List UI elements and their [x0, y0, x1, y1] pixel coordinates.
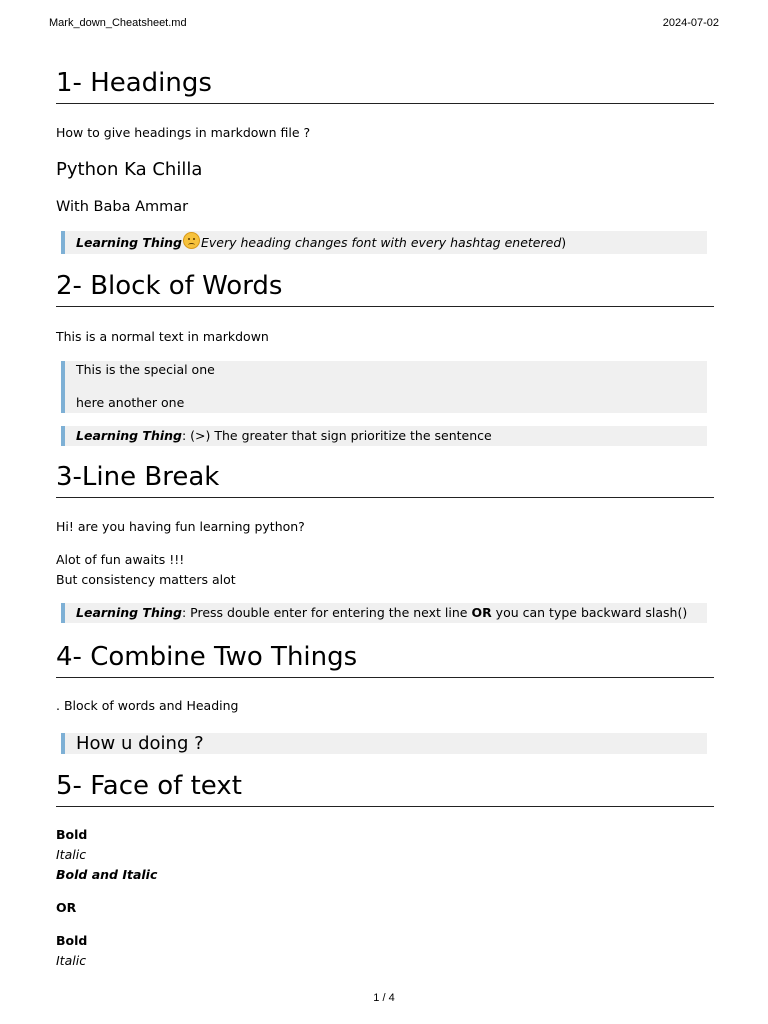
text-italic: Italic — [56, 847, 87, 862]
page-number: 1 / 4 — [373, 992, 395, 1004]
quote-line-1: This is the special one — [76, 362, 215, 377]
frowning-face-icon — [183, 232, 200, 249]
text-bold-italic: Bold and Italic — [56, 867, 158, 882]
note-end: ) — [561, 235, 567, 250]
paragraph-question: How to give headings in markdown file ? — [56, 125, 311, 140]
note-text: : (>) The greater that sign prioritize the sentence — [181, 428, 492, 443]
note-label: Learning Thing — [76, 235, 182, 250]
example-heading-2: Python Ka Chilla — [56, 159, 203, 180]
blockquote-heading — [61, 733, 707, 754]
note-label: Learning Thing — [76, 605, 182, 620]
heading-combine-two-things: 4- Combine Two Things — [56, 641, 714, 678]
note-end: you can type backward slash() — [491, 605, 688, 620]
blockquote-special — [61, 361, 707, 413]
document-filename: Mark_down_Cheatsheet.md — [49, 17, 187, 29]
heading-headings: 1- Headings — [56, 67, 714, 104]
paragraph-line-3: But consistency matters alot — [56, 572, 236, 587]
learning-note-headings — [61, 231, 707, 254]
quote-line-2: here another one — [76, 395, 185, 410]
heading-line-break: 3-Line Break — [56, 461, 714, 498]
text-bold-2: Bold — [56, 933, 88, 948]
quote-heading-text: How u doing ? — [76, 733, 204, 754]
text-or: OR — [56, 900, 77, 915]
note-text: Every heading changes font with every hashtag enetered — [200, 235, 562, 250]
paragraph-line-1: Hi! are you having fun learning python? — [56, 519, 305, 534]
paragraph-line-2: Alot of fun awaits !!! — [56, 552, 185, 567]
learning-note-block — [61, 426, 707, 446]
example-heading-3: With Baba Ammar — [56, 199, 189, 215]
paragraph-normal-text: This is a normal text in markdown — [56, 329, 269, 344]
note-text: : Press double enter for entering the next line — [181, 605, 472, 620]
heading-face-of-text: 5- Face of text — [56, 770, 714, 807]
document-date: 2024-07-02 — [662, 17, 719, 29]
learning-note-line-break — [61, 603, 707, 623]
text-bold: Bold — [56, 827, 88, 842]
paragraph-block-and-heading: . Block of words and Heading — [56, 698, 239, 713]
heading-block-of-words: 2- Block of Words — [56, 270, 714, 307]
text-italic-2: Italic — [56, 953, 87, 968]
note-or: OR — [471, 605, 492, 620]
note-label: Learning Thing — [76, 428, 182, 443]
